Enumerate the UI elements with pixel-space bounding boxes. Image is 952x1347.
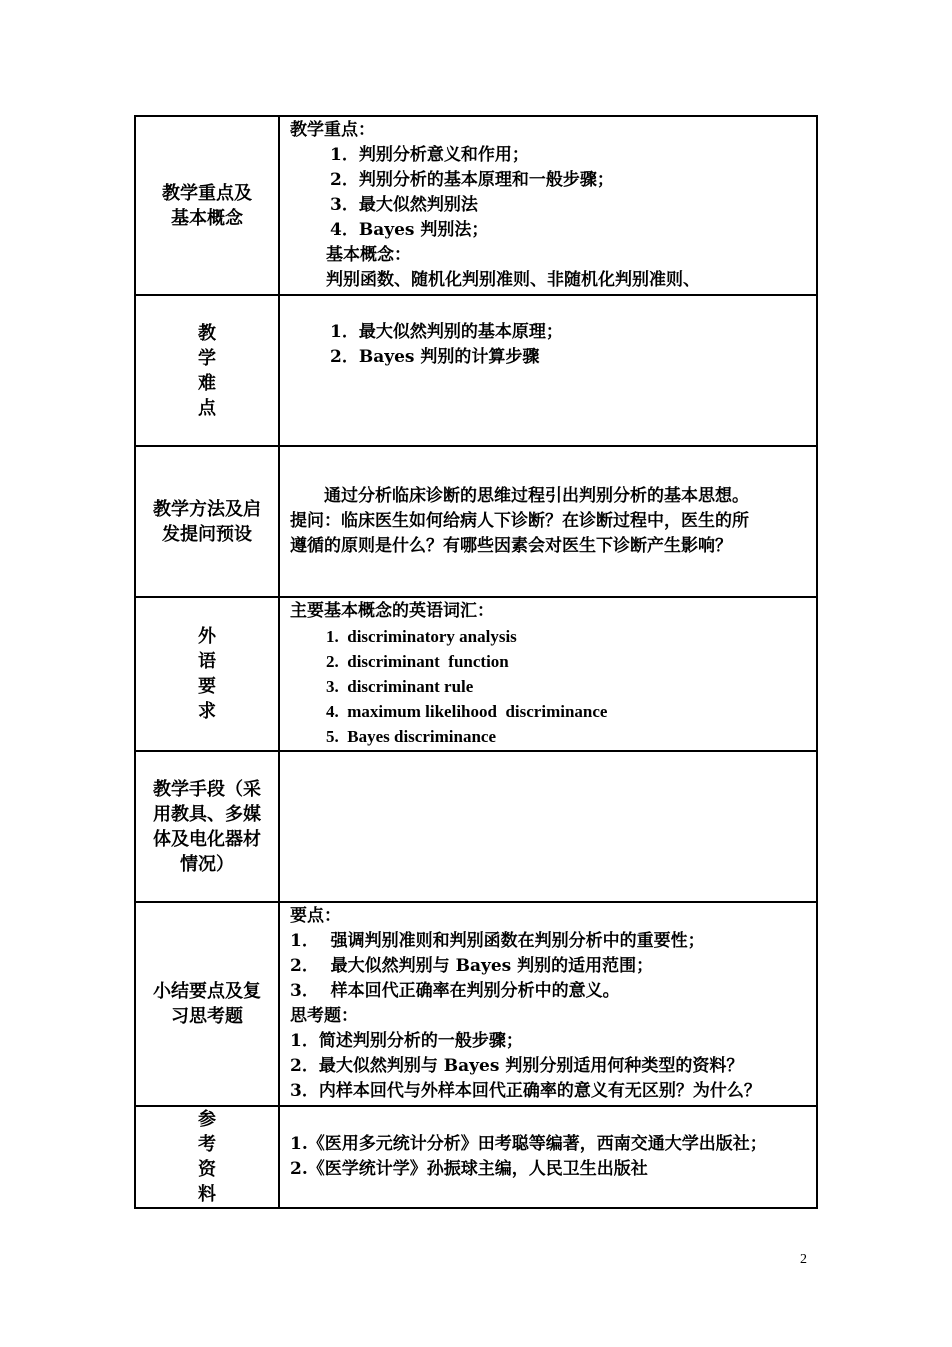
difficulty-item: 2．Bayes 判别的计算步骤 xyxy=(330,347,540,367)
label-line: 语 xyxy=(198,651,216,672)
content-key-points xyxy=(279,116,817,295)
label-line: 教 xyxy=(198,322,216,344)
label-summary xyxy=(135,902,279,1106)
label-line: 习思考题 xyxy=(171,1006,243,1027)
summary-heading: 要点： xyxy=(290,906,341,926)
label-difficulties xyxy=(135,295,279,446)
label-line: 料 xyxy=(198,1184,216,1205)
summary-point: 1． 强调判别准则和判别函数在判别分析中的重要性； xyxy=(290,931,705,951)
key-point-item: 3．最大似然判别法 xyxy=(330,195,478,215)
vocab-item: 5. Bayes discriminance xyxy=(326,727,496,746)
row-key-points xyxy=(135,116,817,295)
row-foreign-language xyxy=(135,597,817,751)
summary-point: 2． 最大似然判别与 Bayes 判别的适用范围； xyxy=(290,956,654,976)
label-line: 学 xyxy=(198,347,216,369)
content-summary xyxy=(279,902,817,1106)
label-line: 情况） xyxy=(180,853,234,875)
question-item: 2．最大似然判别与 Bayes 判别分别适用何种类型的资料？ xyxy=(290,1056,744,1076)
key-point-item: 4．Bayes 判别法； xyxy=(330,220,489,240)
reference-item: 2.《医学统计学》孙振球主编，人民卫生出版社 xyxy=(290,1159,648,1179)
row-methods xyxy=(135,446,817,597)
label-line: 点 xyxy=(198,397,216,419)
label-line: 体及电化器材 xyxy=(153,828,261,850)
label-line: 考 xyxy=(198,1134,216,1155)
label-methods xyxy=(135,446,279,597)
content-foreign-language xyxy=(279,597,817,751)
question-item: 3．内样本回代与外样本回代正确率的意义有无区别？为什么？ xyxy=(290,1081,761,1101)
row-references xyxy=(135,1106,817,1208)
label-line: 教学方法及启 xyxy=(153,498,261,520)
label-line: 用教具、多媒 xyxy=(153,803,261,825)
vocab-item: 3. discriminant rule xyxy=(326,677,474,696)
vocab-item: 1. discriminatory analysis xyxy=(326,627,517,646)
label-line: 教学重点及 xyxy=(162,182,252,204)
question-item: 1．简述判别分析的一般步骤； xyxy=(290,1031,523,1051)
reference-item: 1.《医用多元统计分析》田考聪等编著，西南交通大学出版社； xyxy=(290,1134,767,1154)
row-difficulties xyxy=(135,295,817,446)
vocab-item: 2. discriminant function xyxy=(326,652,509,671)
label-teaching-means xyxy=(135,751,279,902)
content-teaching-means xyxy=(279,751,817,902)
label-foreign-language xyxy=(135,597,279,751)
label-line: 教学手段（采 xyxy=(153,778,261,800)
content-references xyxy=(279,1106,817,1208)
label-line: 要 xyxy=(198,676,216,697)
label-line: 小结要点及复 xyxy=(153,981,261,1002)
questions-heading: 思考题： xyxy=(290,1006,358,1026)
methods-line: 通过分析临床诊断的思维过程引出判别分析的基本思想。 xyxy=(324,486,749,506)
page-number: 2 xyxy=(800,1252,807,1267)
difficulty-item: 1．最大似然判别的基本原理； xyxy=(330,322,563,342)
key-point-item: 1．判别分析意义和作用； xyxy=(330,145,529,165)
concepts-text: 判别函数、随机化判别准则、非随机化判别准则、 xyxy=(326,270,700,290)
label-line: 发提问预设 xyxy=(162,523,252,545)
label-line: 基本概念 xyxy=(171,207,243,229)
summary-point: 3． 样本回代正确率在判别分析中的意义。 xyxy=(290,981,620,1001)
methods-line: 遵循的原则是什么？有哪些因素会对医生下诊断产生影响？ xyxy=(290,536,732,556)
label-line: 资 xyxy=(198,1159,216,1180)
concepts-heading: 基本概念： xyxy=(326,245,411,265)
label-key-points xyxy=(135,116,279,295)
lesson-plan-table xyxy=(134,115,818,1209)
methods-line: 提问：临床医生如何给病人下诊断？在诊断过程中，医生的所 xyxy=(290,511,749,531)
label-line: 外 xyxy=(198,626,216,647)
content-difficulties xyxy=(279,295,817,446)
content-methods xyxy=(279,446,817,597)
label-line: 参 xyxy=(198,1109,216,1130)
foreign-language-heading: 主要基本概念的英语词汇： xyxy=(290,601,494,621)
vocab-item: 4. maximum likelihood discriminance xyxy=(326,702,608,721)
label-line: 难 xyxy=(198,372,216,394)
label-line: 求 xyxy=(198,701,216,722)
row-summary xyxy=(135,902,817,1106)
key-points-heading: 教学重点： xyxy=(290,120,375,140)
row-teaching-means xyxy=(135,751,817,902)
label-references xyxy=(135,1106,279,1208)
key-point-item: 2．判别分析的基本原理和一般步骤； xyxy=(330,170,614,190)
